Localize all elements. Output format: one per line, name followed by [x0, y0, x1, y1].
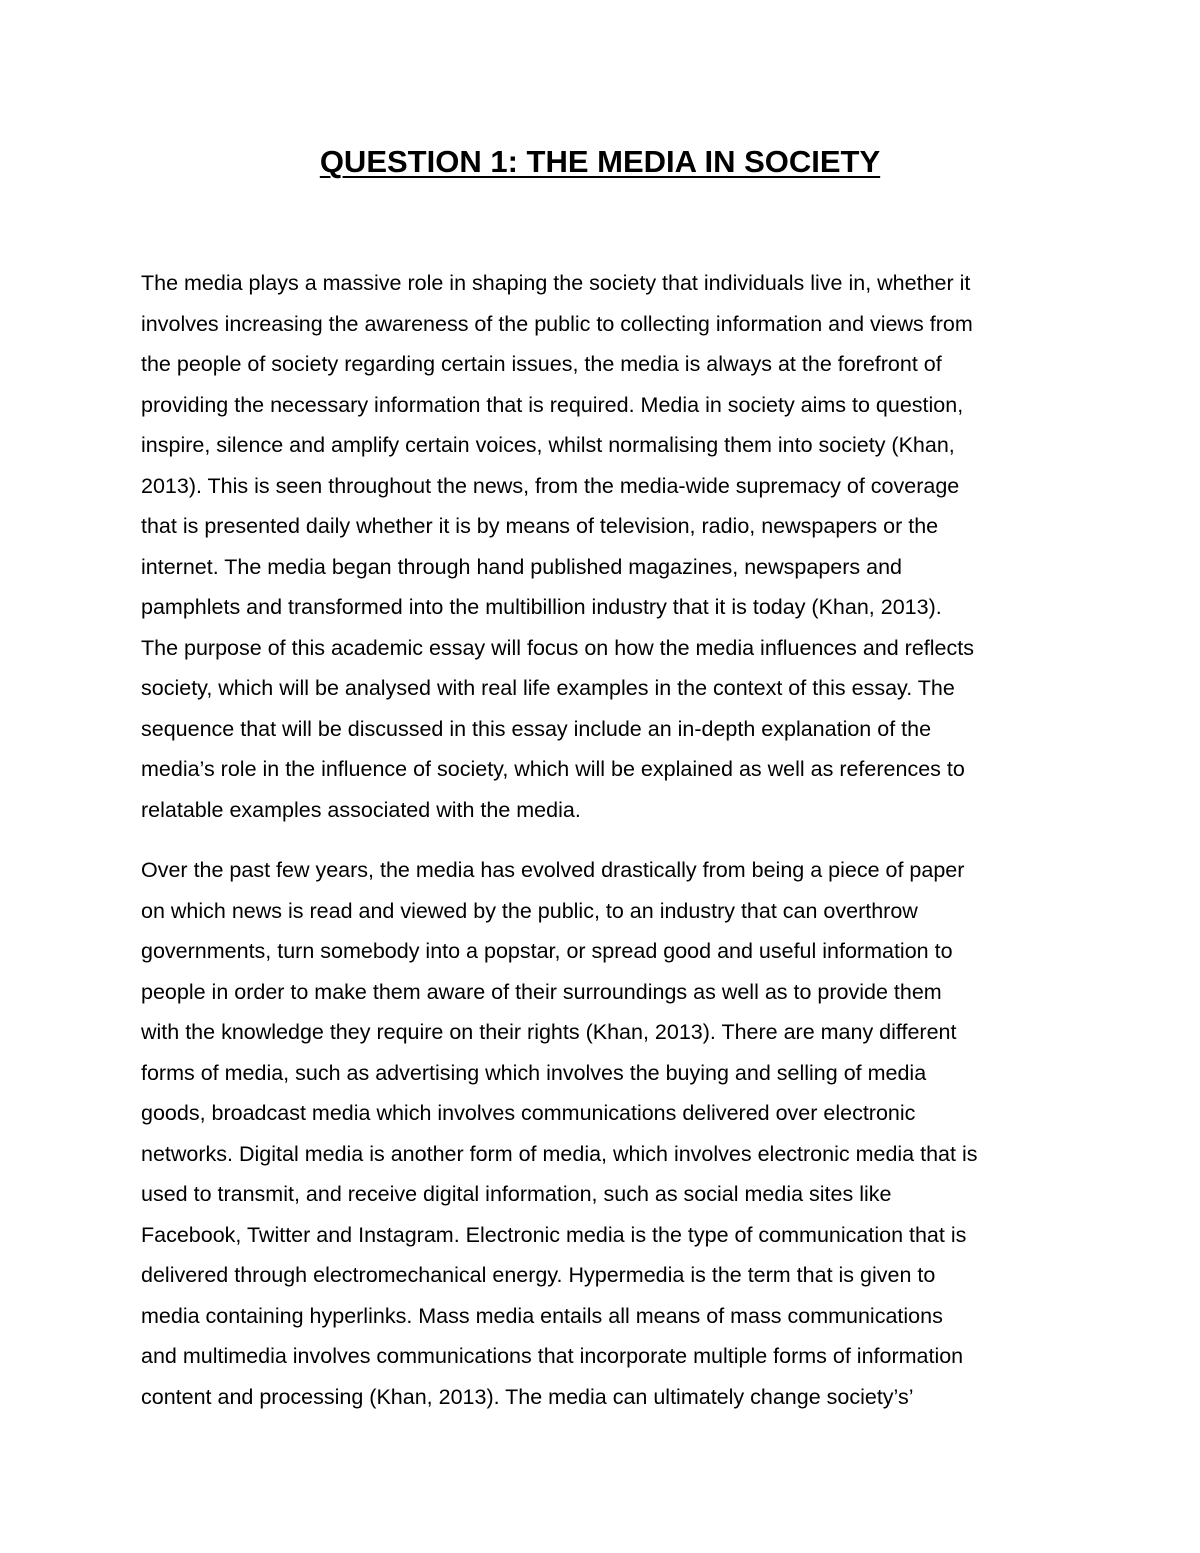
essay-body [141, 263, 1061, 1417]
text-line: involves increasing the awareness of the public to collecting information and views from [141, 311, 973, 336]
text-line: goods, broadcast media which involves communications delivered over electronic [141, 1101, 916, 1125]
text-line: The purpose of this academic essay will focus on how the media influences and reflects [141, 635, 974, 660]
text-line: pamphlets and transformed into the multibillion industry that it is today (Khan, 2013). [141, 595, 942, 619]
text-line: internet. The media began through hand published magazines, newspapers and [141, 554, 902, 579]
text-line: content and processing (Khan, 2013). The media can ultimately change society’s’ [141, 1384, 914, 1409]
text-line: Facebook, Twitter and Instagram. Electronic media is the type of communication that is [141, 1222, 967, 1247]
text-line: media’s role in the influence of society, which will be explained as well as references to [141, 757, 965, 781]
text-line: with the knowledge they require on their rights (Khan, 2013). There are many different [141, 1020, 957, 1044]
text-line: on which news is read and viewed by the public, to an industry that can overthrow [141, 898, 918, 923]
text-line: The media plays a massive role in shaping the society that individuals live in, whether it [141, 271, 971, 295]
text-line: 2013). This is seen throughout the news, from the media-wide supremacy of coverage [141, 473, 960, 498]
text-line: used to transmit, and receive digital information, such as social media sites like [141, 1182, 892, 1206]
paragraph [141, 263, 1061, 830]
text-line: and multimedia involves communications that incorporate multiple forms of information [141, 1344, 964, 1368]
text-line: the people of society regarding certain issues, the media is always at the forefront of [141, 352, 942, 376]
text-line: people in order to make them aware of their surroundings as well as to provide them [141, 979, 942, 1004]
text-line: that is presented daily whether it is by means of television, radio, newspapers or the [141, 514, 939, 538]
paragraph [141, 850, 1061, 1417]
text-line: providing the necessary information that is required. Media in society aims to question, [141, 392, 964, 417]
text-line: delivered through electromechanical energy. Hypermedia is the term that is given to [141, 1263, 936, 1287]
text-line: Over the past few years, the media has evolved drastically from being a piece of paper [141, 858, 965, 882]
text-line: media containing hyperlinks. Mass media entails all means of mass communications [141, 1303, 943, 1328]
page-title: QUESTION 1: THE MEDIA IN SOCIETY [319, 144, 881, 179]
text-line: forms of media, such as advertising which involves the buying and selling of media [141, 1060, 927, 1085]
text-line: networks. Digital media is another form of media, which involves electronic media that is [141, 1141, 978, 1166]
text-line: inspire, silence and amplify certain voices, whilst normalising them into society (Khan, [141, 433, 955, 457]
text-line: relatable examples associated with the media. [141, 797, 581, 822]
text-line: society, which will be analysed with real life examples in the context of this essay. The [141, 676, 955, 700]
text-line: governments, turn somebody into a popstar, or spread good and useful information to [141, 939, 953, 963]
text-line: sequence that will be discussed in this essay include an in-depth explanation of the [141, 716, 932, 741]
paragraph-spacer [141, 830, 1061, 850]
